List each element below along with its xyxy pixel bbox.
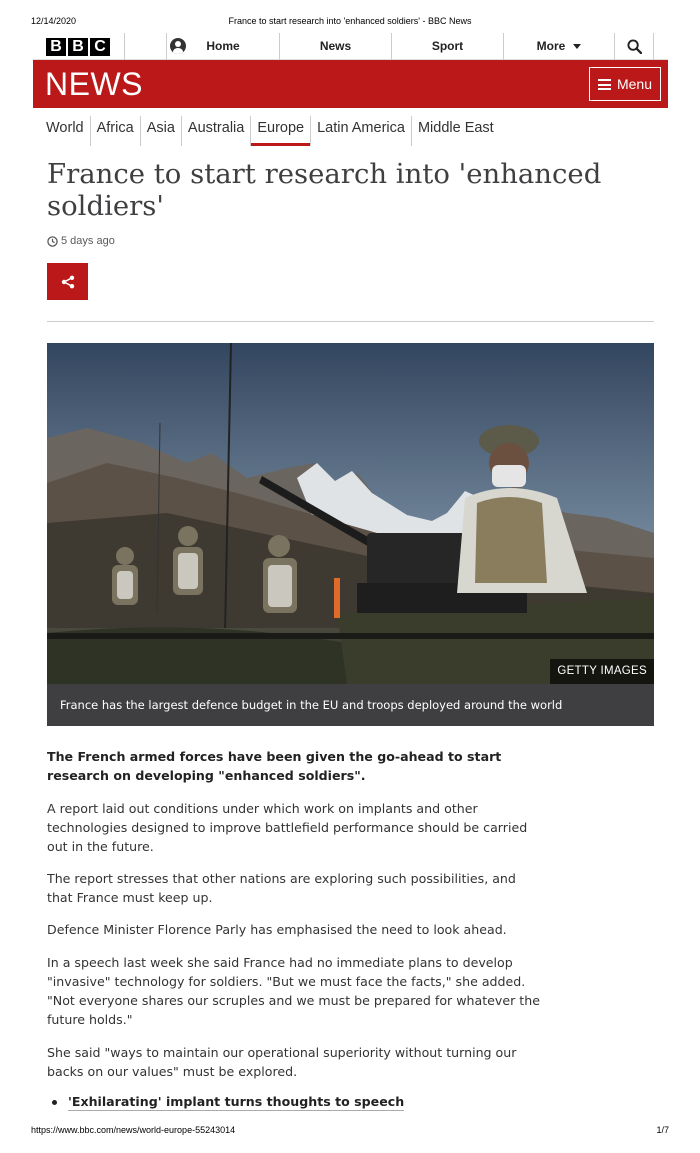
- article-paragraph: She said "ways to maintain our operational superiority without turning our backs on our values" must be explored.: [47, 1045, 517, 1079]
- news-logo[interactable]: NEWS: [45, 66, 143, 102]
- search-icon[interactable]: [627, 39, 642, 54]
- bbc-global-nav: [33, 33, 668, 60]
- section-nav-europe[interactable]: Europe: [251, 116, 311, 146]
- bullet-dot: [52, 1100, 57, 1105]
- chevron-down-icon: [573, 44, 581, 49]
- print-date: 12/14/2020: [31, 16, 77, 26]
- nav-more-menu[interactable]: [504, 33, 614, 60]
- nav-divider: [124, 33, 125, 60]
- bbc-logo-letter: C: [90, 38, 110, 56]
- section-nav-africa[interactable]: Africa: [91, 116, 141, 146]
- header-divider: [47, 321, 654, 322]
- print-header: [0, 16, 700, 30]
- nav-news-link[interactable]: News: [319, 39, 352, 53]
- menu-label: Menu: [616, 76, 653, 92]
- share-icon: [61, 275, 75, 289]
- hamburger-icon: [598, 79, 611, 90]
- article-paragraph: A report laid out conditions under which work on implants and other technologies designed to improve battlefield performance should be carried out in the future.: [47, 801, 528, 854]
- nav-sport-link[interactable]: Sport: [431, 39, 464, 53]
- section-nav-australia[interactable]: Australia: [182, 116, 251, 146]
- timestamp-text: 5 days ago: [61, 235, 115, 247]
- news-masthead: [33, 60, 668, 108]
- soldiers-photo: [47, 343, 654, 684]
- related-article-link[interactable]: 'Exhilarating' implant turns thoughts to speech: [68, 1094, 405, 1109]
- section-nav-latin-america[interactable]: Latin America: [311, 116, 412, 146]
- article-paragraph: In a speech last week she said France had no immediate plans to develop "invasive" technology for soldiers. "But we must face the facts," she added. "Not everyone shares our scruples and we must be prepared for whatever the future holds.": [47, 955, 540, 1027]
- section-nav: [46, 116, 500, 146]
- article-lead-paragraph: The French armed forces have been given the go-ahead to start research on developing "enhanced soldiers".: [47, 749, 502, 783]
- print-page-number: 1/7: [656, 1125, 669, 1135]
- clock-icon: [47, 236, 58, 247]
- article-headline: France to start research into 'enhanced soldiers': [47, 158, 602, 222]
- article-timestamp: [47, 235, 115, 247]
- section-nav-middle-east[interactable]: Middle East: [417, 120, 494, 136]
- print-page-title: France to start research into 'enhanced soldiers' - BBC News: [228, 16, 472, 26]
- nav-more-label: More: [536, 39, 566, 53]
- nav-home-link[interactable]: Home: [206, 39, 240, 53]
- nav-divider: [653, 33, 654, 60]
- related-link-item: [52, 1094, 404, 1111]
- bbc-logo[interactable]: [46, 38, 110, 56]
- article-paragraph: The report stresses that other nations are exploring such possibilities, and that France must keep up.: [47, 871, 516, 905]
- image-credit: GETTY IMAGES: [550, 659, 654, 684]
- share-button[interactable]: [47, 263, 88, 300]
- image-caption: France has the largest defence budget in the EU and troops deployed around the world: [47, 684, 654, 726]
- bbc-logo-letter: B: [46, 38, 66, 56]
- bbc-logo-letter: B: [68, 38, 88, 56]
- section-nav-world[interactable]: World: [46, 116, 91, 146]
- section-nav-asia[interactable]: Asia: [141, 116, 182, 146]
- menu-button[interactable]: [589, 67, 661, 101]
- nav-divider: [614, 33, 615, 60]
- article-paragraph: Defence Minister Florence Parly has emphasised the need to look ahead.: [47, 922, 507, 937]
- print-url: https://www.bbc.com/news/world-europe-55243014: [31, 1125, 236, 1135]
- lead-image: [47, 343, 654, 684]
